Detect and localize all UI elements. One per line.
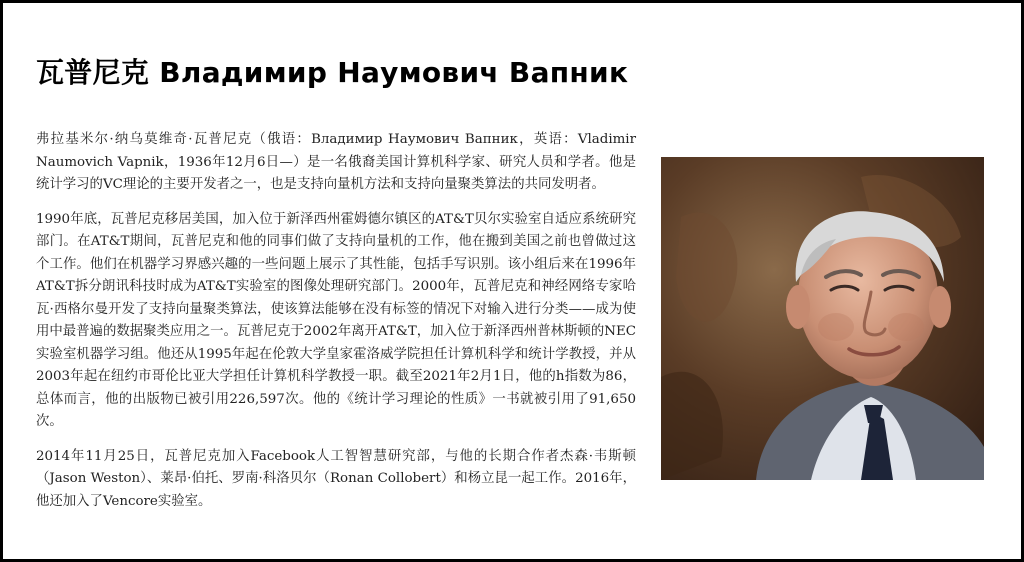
paragraph-intro: 弗拉基米尔·纳乌莫维奇·瓦普尼克（俄语：Владимир Наумович Вапник，英语：Vladimir Naumovich Vapnik，1936年12月6日—）是一名俄裔美国计算机科学家、研究人员和学者。他是统计学习的VC理论的主要开发者之一，也是支持向量机方法和支持向量聚类算法的共同发明者。 (36, 132, 636, 192)
paragraph-facebook: 2014年11月25日，瓦普尼克加入Facebook人工智智慧研究部，与他的长期合作者杰森·韦斯顿（Jason Weston）、莱昂·伯托、罗南·科洛贝尔（Ronan Collobert）和杨立昆一起工作。2016年，他还加入了Vencore实验室。 (36, 448, 636, 509)
page-title: 瓦普尼克 Владимир Наумович Вапник (36, 56, 629, 89)
paragraph-career: 1990年底，瓦普尼克移居美国，加入位于新泽西州霍姆德尔镇区的AT&T贝尔实验室自适应系统研究部门。在AT&T期间，瓦普尼克和他的同事们做了支持向量机的工作，他在搬到美国之前也曾做过这个工作。他们在机器学习界感兴趣的一些问题上展示了其性能，包括手写识别。该小组后来在1996年AT&T拆分朗讯科技时成为AT&T实验室的图像处理研究部门。2000年，瓦普尼克和神经网络专家哈瓦·西格尔曼开发了支持向量聚类算法，使该算法能够在没有标签的情况下对输入进行分类——成为使用中最普遍的数据聚类应用之一。瓦普尼克于2002年离开AT&T，加入位于新泽西州普林斯顿的NEC实验室机器学习组。他还从1995年起在伦敦大学皇家霍洛威学院担任计算机科学和统计学教授，并从2003年起在纽约市哥伦比亚大学担任计算机科学教授一职。截至2021年2月1日，他的h指数为86，总体而言，他的出版物已被引用226,597次。他的《统计学习理论的性质》一书就被引用了91,650次。 (36, 211, 636, 429)
portrait-photo (661, 157, 984, 480)
biography-text (36, 129, 636, 525)
